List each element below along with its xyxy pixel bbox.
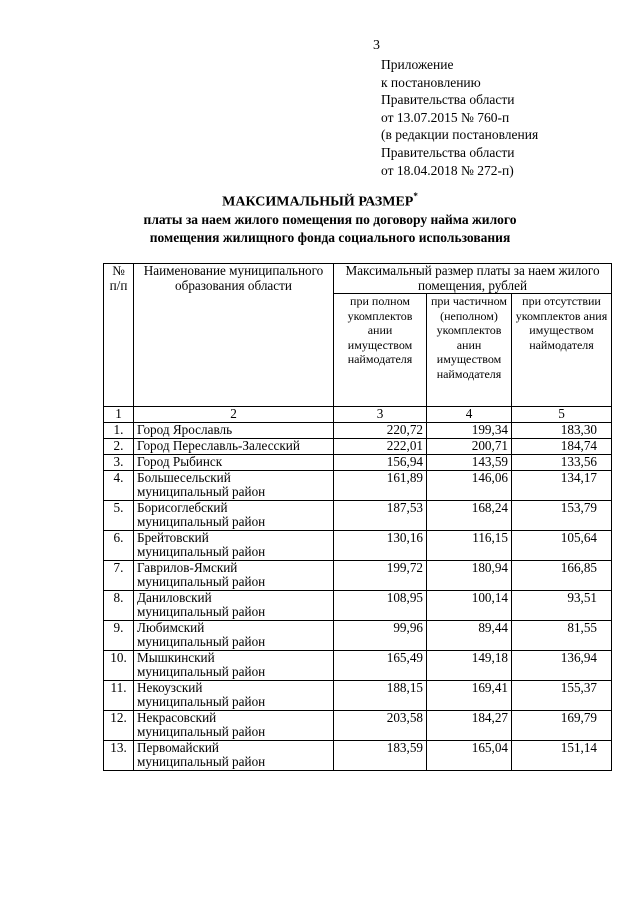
table-row bbox=[104, 470, 612, 500]
municipality-name-line: муниципальный район bbox=[137, 634, 266, 649]
row-number: 12. bbox=[104, 710, 134, 740]
table-row bbox=[104, 620, 612, 650]
municipality-name bbox=[134, 590, 334, 620]
header-name: Наименование муниципального образования области bbox=[134, 264, 334, 407]
value-full: 99,96 bbox=[334, 620, 427, 650]
value-full: 108,95 bbox=[334, 590, 427, 620]
municipality-name-line: муниципальный район bbox=[137, 754, 266, 769]
municipality-name-line: муниципальный район bbox=[137, 484, 266, 499]
value-none: 166,85 bbox=[512, 560, 612, 590]
value-full: 199,72 bbox=[334, 560, 427, 590]
value-partial: 180,94 bbox=[427, 560, 512, 590]
appendix-line: к постановлению bbox=[381, 74, 481, 90]
municipality-name-line: Некрасовский bbox=[137, 709, 217, 725]
row-number: 3. bbox=[104, 454, 134, 470]
column-numbering-row bbox=[104, 407, 612, 423]
value-none: 136,94 bbox=[512, 650, 612, 680]
table-row bbox=[104, 650, 612, 680]
municipality-name-line: Город Ярославль bbox=[137, 421, 233, 437]
value-full: 161,89 bbox=[334, 470, 427, 500]
value-full: 187,53 bbox=[334, 500, 427, 530]
value-none: 133,56 bbox=[512, 454, 612, 470]
rent-table bbox=[103, 263, 612, 771]
municipality-name-line: Даниловский bbox=[137, 589, 212, 605]
row-number: 7. bbox=[104, 560, 134, 590]
header-number: № п/п bbox=[104, 264, 134, 407]
value-full: 203,58 bbox=[334, 710, 427, 740]
value-partial: 149,18 bbox=[427, 650, 512, 680]
appendix-block bbox=[381, 56, 538, 179]
table-row bbox=[104, 500, 612, 530]
appendix-line: Приложение bbox=[381, 57, 454, 72]
row-number: 2. bbox=[104, 438, 134, 454]
value-none: 155,37 bbox=[512, 680, 612, 710]
table-row bbox=[104, 560, 612, 590]
column-number: 4 bbox=[427, 407, 512, 423]
municipality-name-line: муниципальный район bbox=[137, 574, 266, 589]
municipality-name-line: Город Переславль-Залесский bbox=[137, 437, 300, 453]
page-number: 3 bbox=[373, 38, 380, 53]
municipality-name bbox=[134, 740, 334, 770]
header-full-furnished: при полном укомплектов ании имуществом наймодателя bbox=[334, 294, 427, 407]
value-full: 130,16 bbox=[334, 530, 427, 560]
column-number: 1 bbox=[104, 407, 134, 423]
municipality-name bbox=[134, 500, 334, 530]
value-full: 222,01 bbox=[334, 438, 427, 454]
value-partial: 199,34 bbox=[427, 422, 512, 438]
municipality-name-line: Брейтовский bbox=[137, 529, 209, 545]
header-partial-furnished: при частичном (неполном) укомплектов анин имуществом наймодателя bbox=[427, 294, 512, 407]
value-partial: 116,15 bbox=[427, 530, 512, 560]
value-partial: 200,71 bbox=[427, 438, 512, 454]
municipality-name-line: Гаврилов-Ямский bbox=[137, 559, 238, 575]
row-number: 13. bbox=[104, 740, 134, 770]
row-number: 10. bbox=[104, 650, 134, 680]
column-number: 2 bbox=[134, 407, 334, 423]
value-none: 151,14 bbox=[512, 740, 612, 770]
table-row bbox=[104, 530, 612, 560]
municipality-name bbox=[134, 438, 334, 454]
municipality-name bbox=[134, 650, 334, 680]
row-number: 8. bbox=[104, 590, 134, 620]
appendix-line: (в редакции постановления bbox=[381, 127, 539, 143]
footnote-mark: * bbox=[413, 191, 418, 201]
value-partial: 100,14 bbox=[427, 590, 512, 620]
appendix-line: от 18.04.2018 № 272-п) bbox=[381, 162, 514, 178]
value-none: 105,64 bbox=[512, 530, 612, 560]
value-none: 81,55 bbox=[512, 620, 612, 650]
table-row bbox=[104, 590, 612, 620]
municipality-name bbox=[134, 560, 334, 590]
document-subtitle bbox=[100, 211, 560, 246]
value-full: 165,49 bbox=[334, 650, 427, 680]
municipality-name-line: Мышкинский bbox=[137, 649, 215, 665]
appendix-line: Правительства области bbox=[381, 92, 515, 108]
table-row bbox=[104, 438, 612, 454]
document-title-text: МАКСИМАЛЬНЫЙ РАЗМЕР bbox=[222, 194, 414, 210]
municipality-name bbox=[134, 680, 334, 710]
appendix-line: от 13.07.2015 № 760-п bbox=[381, 109, 510, 125]
municipality-name-line: муниципальный район bbox=[137, 664, 266, 679]
value-partial: 165,04 bbox=[427, 740, 512, 770]
municipality-name-line: Город Рыбинск bbox=[137, 453, 223, 469]
table-row bbox=[104, 710, 612, 740]
municipality-name-line: муниципальный район bbox=[137, 514, 266, 529]
municipality-name-line: Большесельский bbox=[137, 469, 231, 485]
row-number: 5. bbox=[104, 500, 134, 530]
value-partial: 143,59 bbox=[427, 454, 512, 470]
value-full: 183,59 bbox=[334, 740, 427, 770]
municipality-name bbox=[134, 530, 334, 560]
row-number: 1. bbox=[104, 422, 134, 438]
municipality-name bbox=[134, 454, 334, 470]
value-none: 134,17 bbox=[512, 470, 612, 500]
row-number: 11. bbox=[104, 680, 134, 710]
municipality-name-line: муниципальный район bbox=[137, 544, 266, 559]
table-row bbox=[104, 740, 612, 770]
table-row bbox=[104, 454, 612, 470]
municipality-name bbox=[134, 422, 334, 438]
column-number: 3 bbox=[334, 407, 427, 423]
municipality-name bbox=[134, 470, 334, 500]
value-none: 183,30 bbox=[512, 422, 612, 438]
row-number: 6. bbox=[104, 530, 134, 560]
subtitle-line: помещения жилищного фонда социального использования bbox=[149, 229, 511, 245]
value-partial: 169,41 bbox=[427, 680, 512, 710]
value-full: 220,72 bbox=[334, 422, 427, 438]
municipality-name-line: Борисоглебский bbox=[137, 499, 228, 515]
appendix-line: Правительства области bbox=[381, 144, 515, 160]
subtitle-line: платы за наем жилого помещения по договору найма жилого bbox=[143, 212, 517, 227]
column-number: 5 bbox=[512, 407, 612, 423]
value-none: 93,51 bbox=[512, 590, 612, 620]
municipality-name-line: Некоузский bbox=[137, 679, 203, 695]
value-none: 184,74 bbox=[512, 438, 612, 454]
value-full: 188,15 bbox=[334, 680, 427, 710]
municipality-name-line: муниципальный район bbox=[137, 604, 266, 619]
value-none: 153,79 bbox=[512, 500, 612, 530]
value-partial: 184,27 bbox=[427, 710, 512, 740]
value-partial: 89,44 bbox=[427, 620, 512, 650]
table-row bbox=[104, 680, 612, 710]
value-partial: 168,24 bbox=[427, 500, 512, 530]
value-full: 156,94 bbox=[334, 454, 427, 470]
municipality-name bbox=[134, 620, 334, 650]
document-title bbox=[0, 192, 640, 211]
row-number: 9. bbox=[104, 620, 134, 650]
municipality-name-line: муниципальный район bbox=[137, 694, 266, 709]
municipality-name-line: Любимский bbox=[137, 619, 205, 635]
municipality-name-line: муниципальный район bbox=[137, 724, 266, 739]
value-partial: 146,06 bbox=[427, 470, 512, 500]
row-number: 4. bbox=[104, 470, 134, 500]
table-row bbox=[104, 422, 612, 438]
value-none: 169,79 bbox=[512, 710, 612, 740]
header-no-furnished: при отсутствии укомплектов ания имуществом наймодателя bbox=[512, 294, 612, 407]
municipality-name-line: Первомайский bbox=[137, 739, 219, 755]
header-max-rent: Максимальный размер платы за наем жилого помещения, рублей bbox=[334, 264, 612, 294]
municipality-name bbox=[134, 710, 334, 740]
